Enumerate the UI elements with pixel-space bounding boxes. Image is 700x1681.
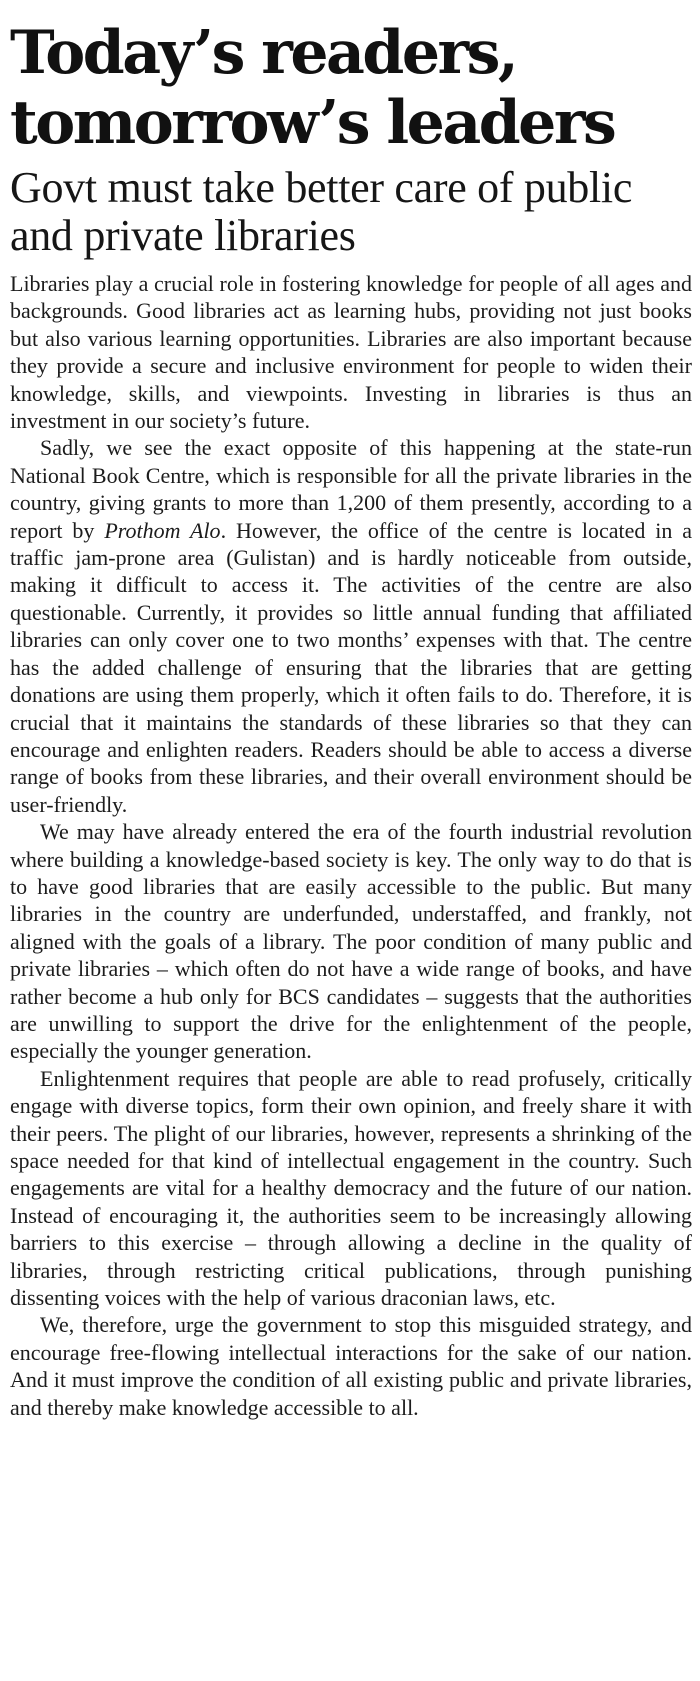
headline-line-2: tomorrow’s leaders bbox=[10, 88, 615, 158]
paragraph-4: Enlightenment requires that people are able to read profusely, critically engage with diverse topics, form their own opinion, and freely share it with their peers. The plight of our libraries, however, represents a shrinking of the space needed for that kind of intellectual engagement in the country. Such engagements are vital for a healthy democracy and the future of our nation. Instead of encouraging it, the authorities seem to be increasingly allowing barriers to this exercise – through allowing a decline in the quality of libraries, through restricting critical publications, through punishing dissenting voices with the help of various draconian laws, etc. bbox=[10, 1065, 692, 1311]
headline bbox=[10, 18, 692, 158]
paragraph-2-text-before: Sadly, we see the exact opposite of this happening at the state-run National Book Centre, which is responsible for all the private libraries in the country, giving grants to more than 1,200 of them presently, according to a report by bbox=[10, 435, 692, 543]
article-body bbox=[10, 270, 692, 1421]
paragraph-3: We may have already entered the era of the fourth industrial revolution where building a knowledge-based society is key. The only way to do that is to have good libraries that are easily accessible to the public. But many libraries in the country are underfunded, understaffed, and frankly, not aligned with the goals of a library. The poor condition of many public and private libraries – which often do not have a wide range of books, and have rather become a hub only for BCS candidates – suggests that the authorities are unwilling to support the drive for the enlightenment of the people, especially the younger generation. bbox=[10, 819, 692, 1064]
subheadline: Govt must take better care of public and private libraries bbox=[10, 163, 633, 260]
publication-name: Prothom Alo bbox=[104, 517, 221, 543]
paragraph-5: We, therefore, urge the government to stop this misguided strategy, and encourage free-flowing intellectual interactions for the sake of our nation. And it must improve the condition of all existing public and private libraries, and thereby make knowledge accessible to all. bbox=[10, 1312, 692, 1420]
headline-line-1: Today’s readers, bbox=[10, 18, 517, 88]
paragraph-2 bbox=[10, 434, 692, 818]
paragraph-2-text-after: . However, the office of the centre is located in a traffic jam-prone area (Gulistan) and is hardly noticeable from outside, making it difficult to access it. The activities of the centre are also questionable. Currently, it provides so little annual funding that affiliated libraries can only cover one to two months’ expenses with that. The centre has the added challenge of ensuring that the libraries that are getting donations are using them properly, which it often fails to do. Therefore, it is crucial that it maintains the standards of these libraries so that they can encourage and enlighten readers. Readers should be able to access a diverse range of books from these libraries, and their overall environment should be user-friendly. bbox=[10, 517, 693, 817]
paragraph-1: Libraries play a crucial role in fostering knowledge for people of all ages and backgrounds. Good libraries act as learning hubs, providing not just books but also various learning opportunities. Libraries are also important because they provide a secure and inclusive environment for people to widen their knowledge, skills, and viewpoints. Investing in libraries is thus an investment in our society’s future. bbox=[10, 271, 692, 434]
